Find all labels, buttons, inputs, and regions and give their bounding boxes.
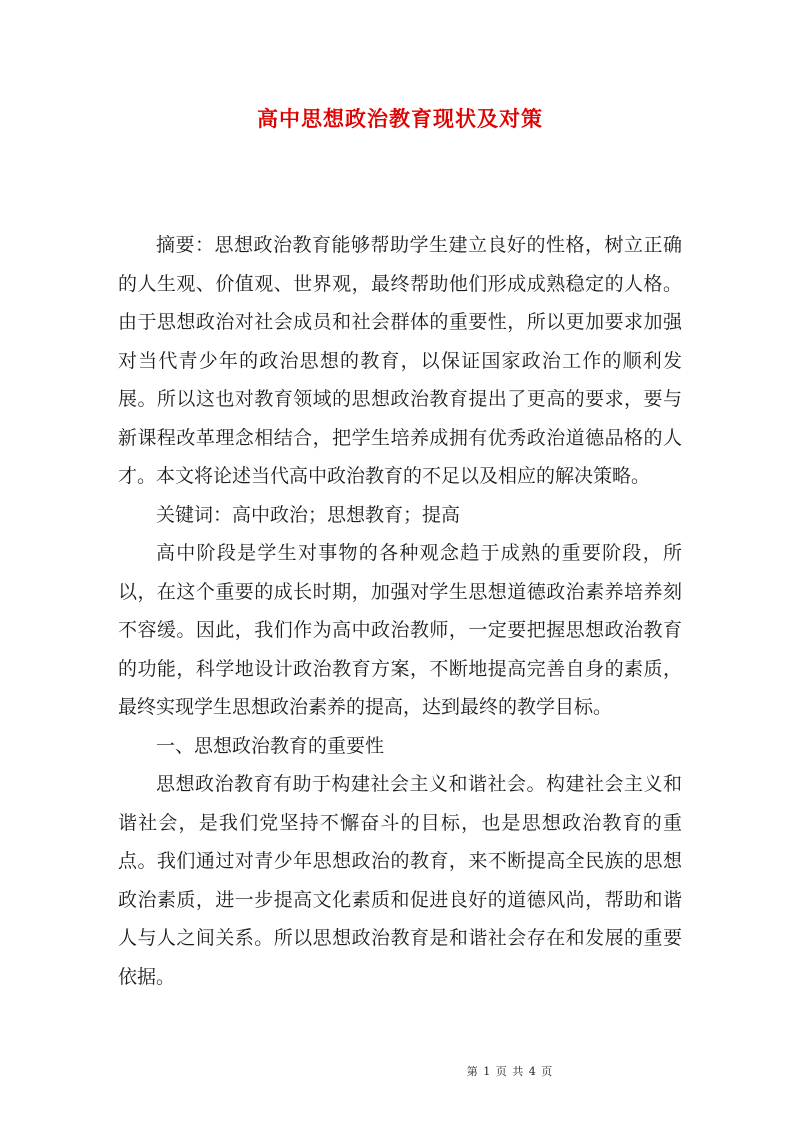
page-footer — [0, 1063, 800, 1079]
section-paragraph: 思想政治教育有助于构建社会主义和谐社会。构建社会主义和谐社会，是我们党坚持不懈奋斗的目标，也是思想政治教育的重点。我们通过对青少年思想政治的教育，来不断提高全民族的思想政治素质，进一步提高文化素质和促进良好的道德风尚，帮助和谐人与人之间关系。所以思想政治教育是和谐社会存在和发展的重要依据。 — [118, 773, 682, 988]
document-body — [118, 226, 682, 996]
section-heading: 一、思想政治教育的重要性 — [156, 734, 385, 757]
page-number-label: 第 1 页 共 4 页 — [466, 1065, 554, 1078]
keywords-paragraph: 关键词：高中政治；思想教育；提高 — [156, 503, 461, 526]
intro-paragraph: 高中阶段是学生对事物的各种观念趋于成熟的重要阶段，所以，在这个重要的成长时期，加强对学生思想道德政治素养培养刻不容缓。因此，我们作为高中政治教师，一定要把握思想政治教育的功能，科学地设计政治教育方案，不断地提高完善自身的素质，最终实现学生思想政治素养的提高，达到最终的教学目标。 — [118, 542, 682, 718]
abstract-paragraph: 摘要：思想政治教育能够帮助学生建立良好的性格，树立正确的人生观、价值观、世界观，最终帮助他们形成成熟稳定的人格。由于思想政治对社会成员和社会群体的重要性，所以更加要求加强对当代青少年的政治思想的教育，以保证国家政治工作的顺利发展。所以这也对教育领域的思想政治教育提出了更高的要求，要与新课程改革理念相结合，把学生培养成拥有优秀政治道德品格的人才。本文将论述当代高中政治教育的不足以及相应的解决策略。 — [118, 234, 682, 487]
page-title: 高中思想政治教育现状及对策 — [257, 106, 543, 131]
